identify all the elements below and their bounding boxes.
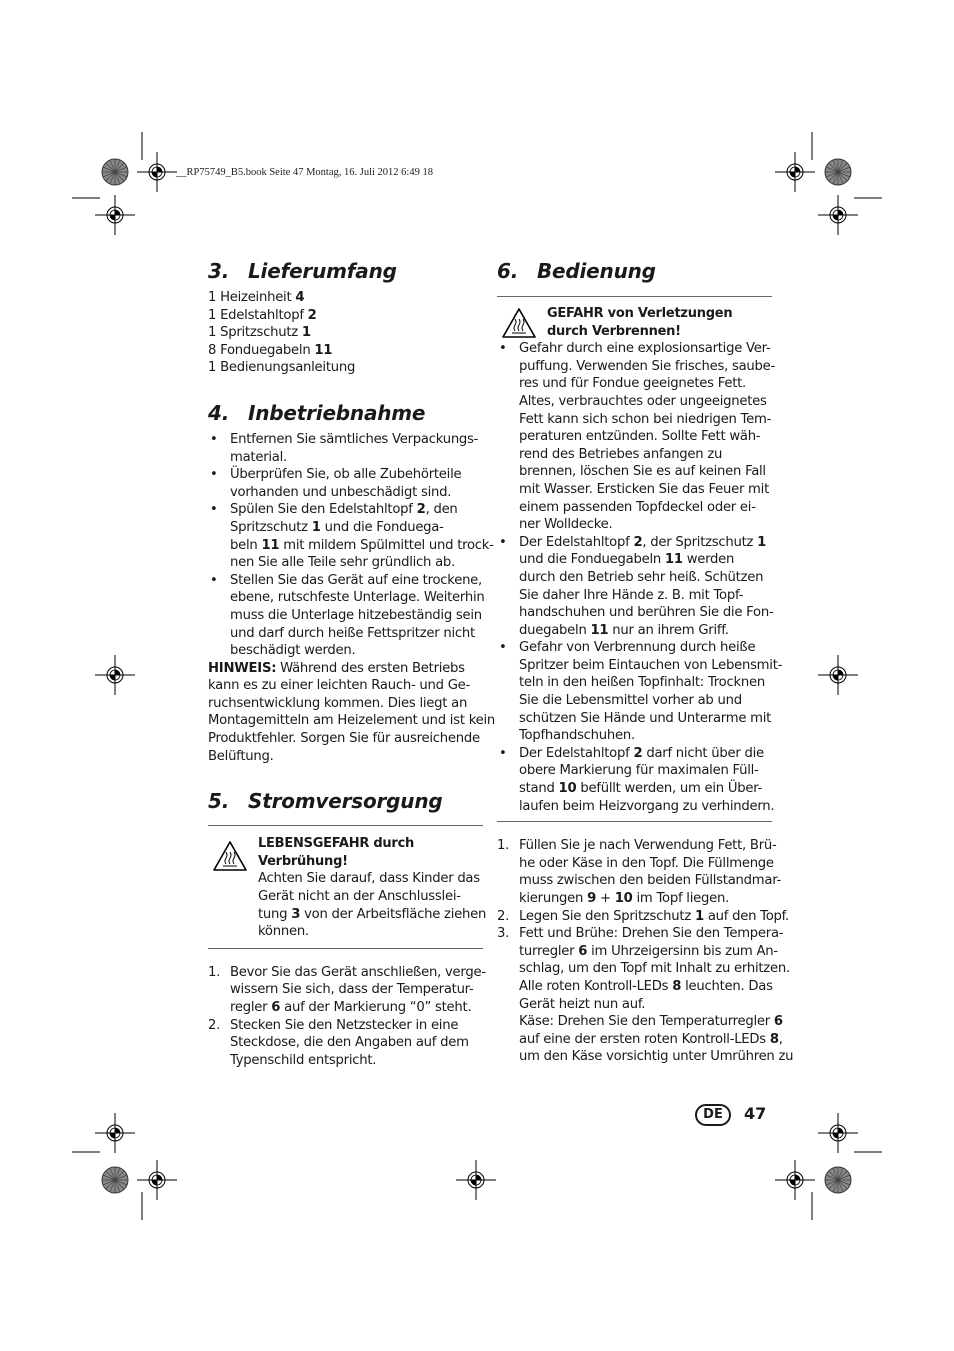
warning-title: LEBENSGEFAHR durch <box>258 836 415 852</box>
list-item: 8 Fonduegabeln 11 <box>208 342 333 358</box>
registration-mark-icon <box>456 1160 496 1200</box>
registration-mark-icon <box>137 152 177 192</box>
registration-mark-icon <box>95 195 135 235</box>
list-item: • Gefahr durch eine explosionsartige Ver- puffung. Verwenden Sie frisches, saube- res und für Fondue geeignetes Fett. Altes, verbrauchtes oder ungeeignetes Fett kann sich schon bei niedrigen Tem- peraturen entzünden. Sollte Fett wäh- rend des Betriebes anfangen zu brennen, löschen Sie es auf keinen Fall mit Wasser. Ersticken Sie das Feuer mit einem passenden Topfdeckel oder ei- ner Wolldecke. <box>497 340 772 534</box>
color-target-icon <box>102 159 128 185</box>
list-item: • Gefahr von Verbrennung durch heiße Spritzer beim Eintauchen von Lebensmit- teln in den heißen Topfinhalt: Trocknen Sie die Lebensmittel vorher ab und schützen Sie Hände und Unterarme mit Topfhandschuhen. <box>497 639 772 745</box>
list-item: 1. Füllen Sie je nach Verwendung Fett, Brü- he oder Käse in den Topf. Die Füllmenge muss zwischen den beiden Füllstandmar- kierungen 9 + 10 im Topf liegen. <box>497 838 782 906</box>
power-steps <box>208 964 486 1070</box>
list-item: 1 Edelstahltopf 2 <box>208 307 317 323</box>
section-title-bedienung: 6. Bedienung <box>497 259 656 283</box>
delivery-list <box>208 289 483 377</box>
list-item: • Stellen Sie das Gerät auf eine trockene, ebene, rutschfeste Unterlage. Weiterhin muss die Unterlage hitzebeständig sein und darf durch heiße Fettspritzer nicht beschädigt werden. <box>208 572 483 660</box>
registration-mark-icon <box>775 152 815 192</box>
safety-bullets <box>497 340 783 815</box>
registration-mark-icon <box>818 195 858 235</box>
color-target-icon <box>825 1167 851 1193</box>
warning-title: Verbrühung! <box>258 853 348 869</box>
list-item: 1 Heizeinheit 4 <box>208 290 305 305</box>
list-item: 2. Stecken Sie den Netzstecker in eine Steckdose, die den Angaben auf dem Typenschild entspricht. <box>208 1017 469 1068</box>
warning-title: durch Verbrennen! <box>547 323 681 339</box>
list-item: • Der Edelstahltopf 2, der Spritzschutz 1 und die Fonduegabeln 11 werden durch den Betrieb sehr heiß. Schützen Sie daher Ihre Hände z. B. mit Topf- handschuhen und berühren Sie die Fon- duegabeln 11 nur an ihrem Griff. <box>497 534 772 640</box>
warning-title: GEFAHR von Verletzungen <box>547 306 733 321</box>
registration-mark-icon <box>818 655 858 695</box>
list-item: • Der Edelstahltopf 2 darf nicht über die obere Markierung für maximalen Füll- stand 10 befüllt werden, um ein Über- laufen beim Heizvorgang zu verhindern. <box>497 745 772 815</box>
registration-mark-icon <box>137 1160 177 1200</box>
language-badge: DE <box>695 1104 731 1126</box>
list-item: 1 Bedienungsanleitung <box>208 360 356 376</box>
registration-mark-icon <box>95 655 135 695</box>
registration-mark-icon <box>775 1160 815 1200</box>
section-title-inbetriebnahme: 4. Inbetriebnahme <box>208 400 426 425</box>
section-title-stromversorgung: 5. Stromversorgung <box>208 789 443 814</box>
list-item: 1. Bevor Sie das Gerät anschließen, verge- wissern Sie sich, dass der Temperatur- regler 6 auf der Markierung “0” steht. <box>208 964 486 1015</box>
registration-mark-icon <box>818 1113 858 1153</box>
section-title-lieferumfang: 3. Lieferumfang <box>208 259 397 283</box>
color-target-icon <box>102 1167 128 1193</box>
list-item: 1 Spritzschutz 1 <box>208 325 311 341</box>
registration-mark-icon <box>95 1113 135 1153</box>
color-target-icon <box>825 159 851 185</box>
print-slug: __RP75749_B5.book Seite 47 Montag, 16. Juli 2012 6:49 18 <box>176 167 433 178</box>
list-item: 2. Legen Sie den Spritzschutz 1 auf den Topf. <box>497 908 790 924</box>
page-number: 47 <box>744 1104 767 1123</box>
divider <box>497 821 772 822</box>
divider <box>208 948 483 949</box>
right-column <box>497 255 794 1066</box>
list-item: 3. Fett und Brühe: Drehen Sie den Tempera- turregler 6 im Uhrzeigersinn bis zum An- schlag, um den Topf mit Inhalt zu erhitzen. Alle roten Kontroll-LEDs 8 leuchten. Das Gerät heizt nun auf. Käse: Drehen Sie den Temperaturregler 6 auf eine der ersten roten Kontroll-LEDs 8, um den Käse vorsichtig unter Umrühren zu <box>497 926 794 1065</box>
hot-surface-warning-icon <box>212 840 248 872</box>
hint-paragraph: HINWEIS: Während des ersten Betriebs kann es zu einer leichten Rauch- und Ge- ruchsentwicklung kommen. Dies liegt an Montagemitteln am Heizelement und ist kein Produktfehler. Sorgen Sie für ausreichende Belüftung. <box>208 660 496 764</box>
list-item: • Entfernen Sie sämtliches Verpackungs- material. <box>208 431 483 466</box>
list-item: • Überprüfen Sie, ob alle Zubehörteile vorhanden und unbeschädigt sind. <box>208 466 483 501</box>
warning-box <box>497 297 772 340</box>
hint-label: HINWEIS: <box>208 660 277 676</box>
operation-steps <box>497 837 794 1066</box>
list-item: • Spülen Sie den Edelstahltopf 2, den Spritzschutz 1 und die Fonduega- beln 11 mit mildem Spülmittel und trock- nen Sie alle Teile sehr gründlich ab. <box>208 501 483 571</box>
left-column <box>208 255 496 1069</box>
hot-surface-warning-icon <box>501 307 537 339</box>
setup-bullets <box>208 431 494 660</box>
warning-box: LEBENSGEFAHR durch Verbrühung! Achten Sie darauf, dass Kinder das Gerät nicht an der Anschlusslei- tung 3 von der Arbeitsfläche ziehen können. <box>208 826 483 948</box>
